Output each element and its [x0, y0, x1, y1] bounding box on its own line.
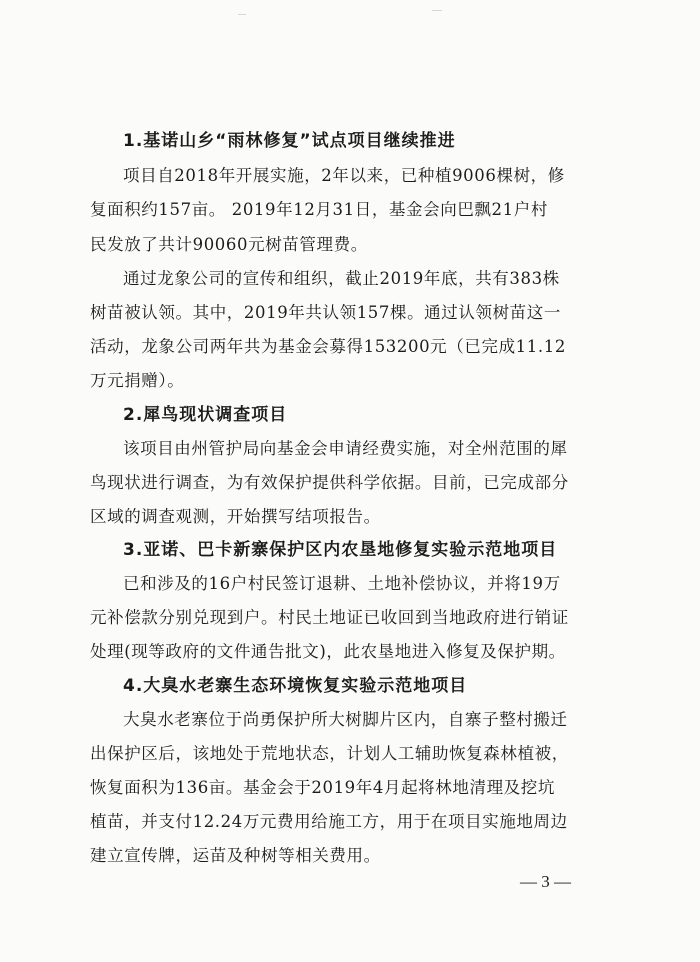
- section-2-line: 鸟现状进行调查，为有效保护提供科学依据。目前，已完成部分: [90, 473, 569, 492]
- section-1-line: 民发放了共计90060元树苗管理费。: [90, 235, 368, 254]
- section-1-line: 树苗被认领。其中，2019年共认领157棵。通过认领树苗这一: [90, 303, 561, 322]
- page-number: — 3 —: [520, 872, 571, 891]
- section-3-heading: 3.亚诺、巴卡新寨保护区内农垦地修复实验示范地项目: [123, 540, 558, 560]
- section-3-line: 已和涉及的16户村民签订退耕、土地补偿协议，并将19万: [123, 574, 561, 593]
- section-2-line: 区域的调查观测，开始撰写结项报告。: [90, 507, 381, 526]
- section-1-line: 万元捐赠）。: [90, 371, 185, 390]
- section-4-line: 植苗，并支付12.24万元费用给施工方，用于在项目实施地周边: [90, 812, 568, 831]
- section-4-line: 大臭水老寨位于尚勇保护所大树脚片区内，自寨子整村搬迁: [123, 710, 568, 729]
- section-1-line: 项目自2018年开展实施，2年以来，已种植9006棵树，修: [123, 166, 565, 185]
- section-2-line: 该项目由州管护局向基金会申请经费实施，对全州范围的犀: [123, 439, 568, 458]
- section-3-line: 处理(现等政府的文件通告批文)，此农垦地进入修复及保护期。: [90, 642, 566, 661]
- section-1-heading: 1.基诺山乡“雨林修复”试点项目继续推进: [123, 131, 456, 151]
- section-1-line: 通过龙象公司的宣传和组织，截止2019年底，共有383株: [123, 269, 560, 288]
- scan-artifact: [238, 14, 246, 15]
- section-2-heading: 2.犀鸟现状调查项目: [123, 405, 288, 425]
- section-4-line: 建立宣传牌，运苗及种树等相关费用。: [90, 846, 381, 865]
- section-1-line: 活动，龙象公司两年共为基金会募得153200元（已完成11.12: [90, 337, 566, 356]
- section-4-line: 出保护区后，该地处于荒地状态，计划人工辅助恢复森林植被，: [90, 744, 569, 763]
- section-3-line: 元补偿款分别兑现到户。村民土地证已收回到当地政府进行销证: [90, 608, 569, 627]
- section-4-line: 恢复面积为136亩。基金会于2019年4月起将林地清理及挖坑: [90, 778, 555, 797]
- scan-artifact: [432, 10, 442, 11]
- section-1-line: 复面积约157亩。 2019年12月31日，基金会向巴飘21户村: [90, 200, 548, 219]
- section-4-heading: 4.大臭水老寨生态环境恢复实验示范地项目: [123, 676, 468, 696]
